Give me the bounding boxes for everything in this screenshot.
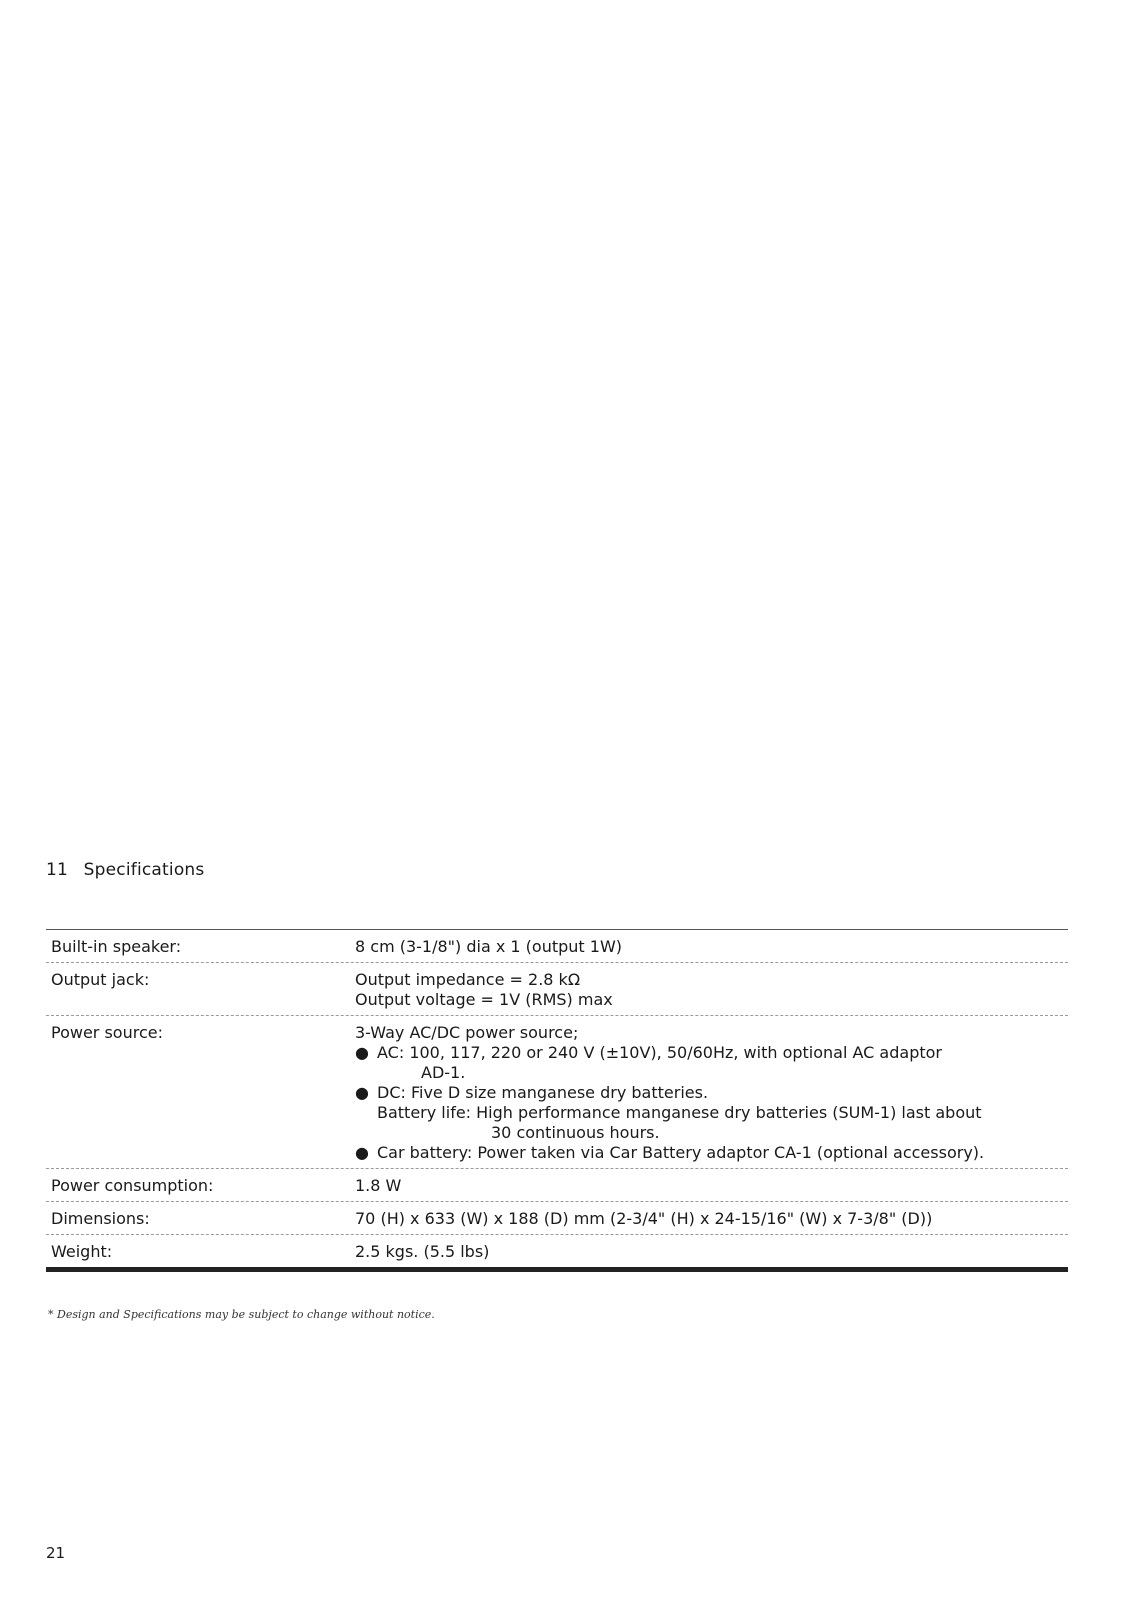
section-title	[46, 860, 204, 880]
spec-label: Dimensions:	[51, 1209, 150, 1228]
spec-value: 70 (H) x 633 (W) x 188 (D) mm (2-3/4" (H) x 24-15/16" (W) x 7-3/8" (D))	[355, 1209, 933, 1228]
spec-value: 8 cm (3-1/8") dia x 1 (output 1W)	[355, 937, 623, 956]
ac-text-continued: AD-1.	[421, 1063, 466, 1082]
car-text: Car battery: Power taken via Car Battery adaptor CA-1 (optional accessory).	[377, 1143, 985, 1162]
spec-label: Output jack:	[51, 970, 150, 989]
dc-text: DC: Five D size manganese dry batteries.	[377, 1083, 709, 1102]
section-number: 11	[46, 860, 69, 880]
spec-label: Weight:	[51, 1242, 113, 1261]
power-source-dc	[355, 1083, 1068, 1103]
spec-row-weight	[46, 1235, 1068, 1272]
spec-value: 2.5 kgs. (5.5 lbs)	[355, 1242, 490, 1261]
footnote: * Design and Specifications may be subject to change without notice.	[48, 1308, 435, 1321]
power-source-intro: 3-Way AC/DC power source;	[355, 1023, 579, 1042]
spec-row-output-jack	[46, 963, 1068, 1016]
spec-value	[355, 1023, 1068, 1163]
spec-label: Power source:	[51, 1023, 163, 1042]
spec-label: Built-in speaker:	[51, 937, 182, 956]
battery-life: Battery life: High performance manganese dry batteries (SUM-1) last about	[377, 1103, 982, 1122]
power-source-ac	[355, 1043, 1068, 1063]
spec-label: Power consumption:	[51, 1176, 214, 1195]
bullet-icon: ●	[355, 1083, 369, 1102]
power-source-car	[355, 1143, 1068, 1163]
output-impedance: Output impedance = 2.8 kΩ	[355, 970, 581, 989]
spec-row-dimensions	[46, 1202, 1068, 1235]
output-voltage: Output voltage = 1V (RMS) max	[355, 990, 613, 1009]
spec-value	[355, 970, 1068, 1010]
bullet-icon: ●	[355, 1143, 369, 1162]
spec-value: 1.8 W	[355, 1176, 402, 1195]
spec-row-power-consumption	[46, 1169, 1068, 1202]
page-number: 21	[46, 1544, 66, 1562]
specifications-table	[46, 929, 1068, 1272]
spec-row-speaker	[46, 930, 1068, 963]
section-heading: Specifications	[83, 860, 205, 880]
ac-text: AC: 100, 117, 220 or 240 V (±10V), 50/60Hz, with optional AC adaptor	[377, 1043, 942, 1062]
bullet-icon: ●	[355, 1043, 369, 1062]
battery-life-continued: 30 continuous hours.	[491, 1123, 660, 1142]
spec-row-power-source	[46, 1016, 1068, 1169]
